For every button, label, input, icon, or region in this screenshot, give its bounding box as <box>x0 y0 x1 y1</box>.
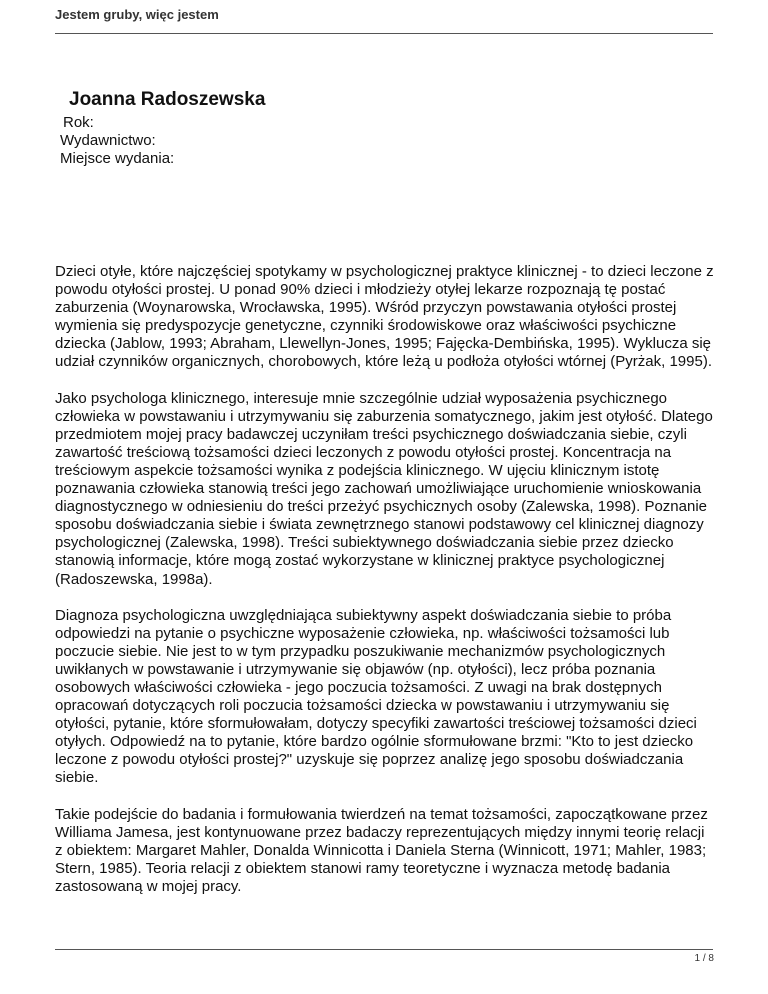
footer-divider <box>55 949 713 950</box>
author-name: Joanna Radoszewska <box>69 89 266 110</box>
paragraph: Jako psychologa klinicznego, interesuje mnie szczególnie udział wyposażenia psychicznego człowieka w powstawaniu i utrzymywaniu się zaburzenia somatycznego, jakim jest otyłość. Dlatego przedmiotem mojej pracy badawczej uczyniłam treści psychicznego doświadczania siebie, czyli zawartość treściową tożsamości dzieci leczonych z powodu otyłości prostej. Koncentracja na treściowym aspekcie tożsamości wynika z podejścia klinicznego. W ujęciu klinicznym istotę poznawania człowieka stanowią treści jego zachowań umożliwiające uruchomienie wnioskowania diagnostycznego w odniesieniu do treści przeżyć psychicznych osoby (Zalewska, 1998). Poznanie sposobu doświadczania siebie i świata zewnętrznego stanowi podstawowy cel klinicznej diagnozy psychologicznej (Zalewska, 1998). Treści subiektywnego doświadczania siebie przez dziecko stanowią informacje, które mogą zostać wykorzystane w klinicznej praktyce psychologicznej (Radoszewska, 1998a). <box>55 389 713 588</box>
meta-place-label: Miejsce wydania: <box>60 150 175 167</box>
paragraph: Takie podejście do badania i formułowania twierdzeń na temat tożsamości, zapoczątkowane przez Williama Jamesa, jest kontynuowane przez badaczy reprezentujących między innymi teorię relacji z obiektem: Margaret Mahler, Donalda Winnicotta i Daniela Sterna (Winnicott, 1971; Mahler, 1983; Stern, 1985). Teoria relacji z obiektem stanowi ramy teoretyczne i wyznacza metodę badania zastosowaną w mojej pracy. <box>55 805 708 895</box>
paragraph: Dzieci otyłe, które najczęściej spotykamy w psychologicznej praktyce klinicznej - to dzieci leczone z powodu otyłości prostej. U ponad 90% dzieci i młodzieży otyłej lekarze rozpoznają tę postać zaburzenia (Woynarowska, Wrocławska, 1995). Wśród przyczyn powstawania otyłości prostej wymienia się predyspozycje genetyczne, czynniki środowiskowe oraz właściwości psychiczne dziecka (Jablow, 1993; Abraham, Llewellyn-Jones, 1995; Fajęcka-Dembińska, 1995). Wyklucza się udział czynników organicznych, chorobowych, które leżą u podłoża otyłości wtórnej (Pyrżak, 1995). <box>55 263 714 371</box>
meta-publisher-label: Wydawnictwo: <box>60 132 156 149</box>
meta-year-label: Rok: <box>63 114 94 131</box>
header-divider <box>55 33 713 34</box>
publication-meta <box>58 114 174 168</box>
article-body <box>55 263 715 914</box>
paragraph: Diagnoza psychologiczna uwzględniająca subiektywny aspekt doświadczania siebie to próba odpowiedzi na pytanie o psychiczne wyposażenie człowieka, np. właściwości tożsamości lub poczucie siebie. Nie jest to w tym przypadku poszukiwanie mechanizmów psychologicznych uwikłanych w powstawanie i utrzymywanie się objawów (np. otyłości), lecz próba poznania osobowych właściwości człowieka - jego poczucia tożsamości. Z uwagi na brak dostępnych opracowań dotyczących roli poczucia tożsamości dziecka w powstawaniu i utrzymywaniu się otyłości, pytanie, które sformułowałam, dotyczy specyfiki zawartości treściowej tożsamości dzieci otyłych. Odpowiedź na to pytanie, które bardzo ogólnie sformułowane brzmi: "Kto to jest dziecko leczone z powodu otyłości prostej?" uzyskuje się poprzez analizę jego sposobu doświadczania siebie. <box>55 606 697 787</box>
running-header-title: Jestem gruby, więc jestem <box>55 7 219 22</box>
page-number: 1 / 8 <box>694 953 714 964</box>
